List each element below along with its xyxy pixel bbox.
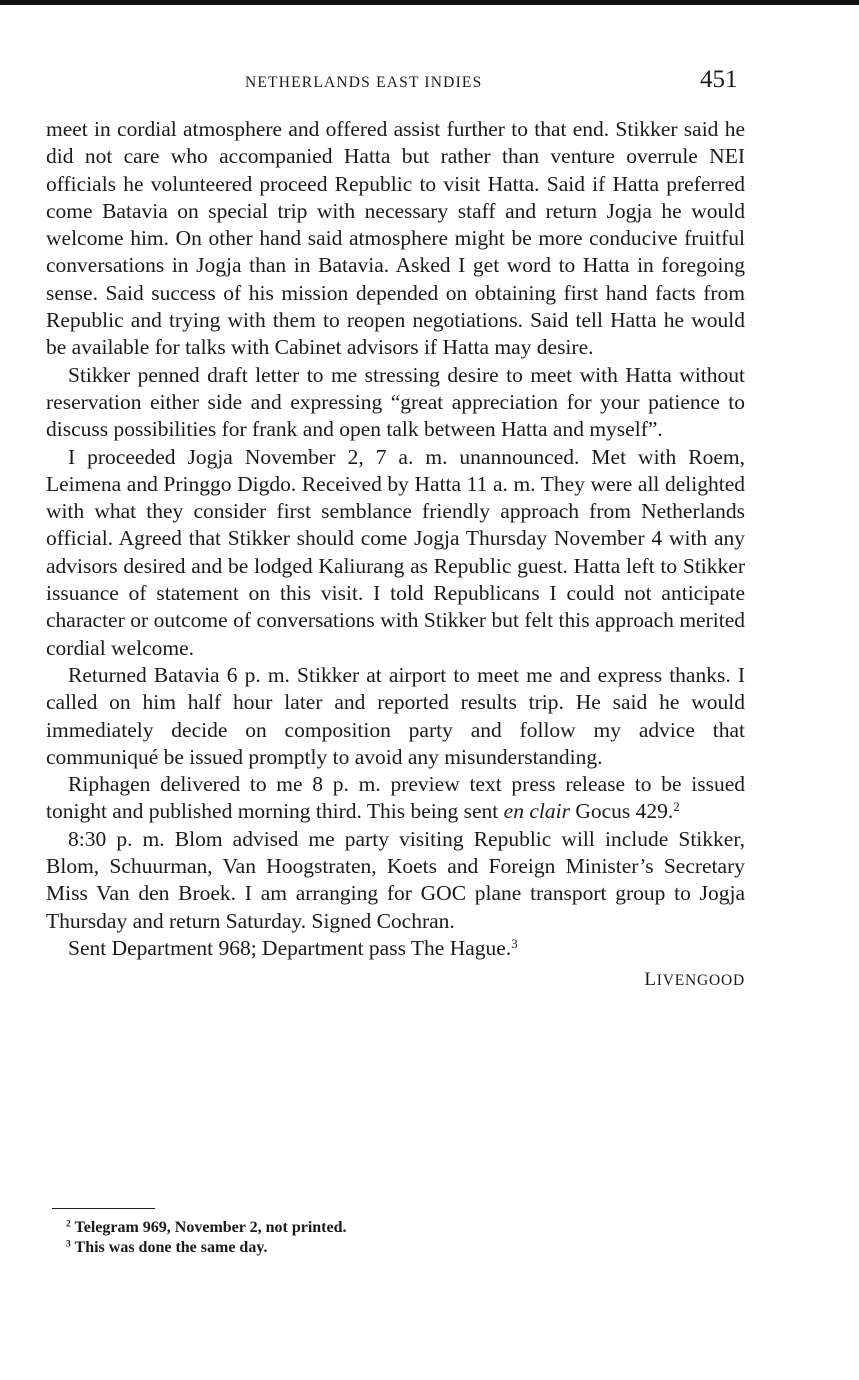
body-text (46, 116, 745, 995)
footnote-ref-3: 3 (511, 936, 518, 951)
paragraph-1: meet in cordial atmosphere and offered assist further to that end. Stikker said he did not care who accompanied Hatta but rather than venture overrule NEI officials he volunteered proceed Republic to visit Hatta. Said if Hatta preferred come Batavia on special trip with necessary staff and return Jogja he would welcome him. On other hand said atmosphere might be more conducive fruitful conversations in Jogja than in Batavia. Asked I get word to Hatta in foregoing sense. Said success of his mission depended on obtaining first hand facts from Republic and trying with them to reopen negotiations. Said tell Hatta he would be available for talks with Cabinet advisors if Hatta may desire. (46, 117, 745, 360)
paragraph-7-text: Sent Department 968; Department pass The Hague. (68, 935, 512, 960)
footnote-ref-2: 2 (673, 800, 680, 815)
paragraph-7 (46, 935, 745, 962)
footnote-text: Telegram 969, November 2, not printed. (74, 1219, 347, 1236)
paragraph-2: Stikker penned draft letter to me stressing desire to meet with Hatta without reservation either side and expressing “great appreciation for your patience to discuss possibilities for frank and open talk between Hatta and myself”. (46, 362, 745, 442)
top-border-rule (0, 0, 859, 5)
running-head: NETHERLANDS EAST INDIES (245, 74, 483, 91)
paragraph-3: I proceeded Jogja November 2, 7 a. m. unannounced. Met with Roem, Leimena and Pringgo Digdo. Received by Hatta 11 a. m. They were all delighted with what they consider first semblance friendly approach from Netherlands official. Agreed that Stikker should come Jogja Thursday November 4 with any advisors desired and be lodged Kaliurang as Republic guest. Hatta left to Stikker issuance of statement on this visit. I told Republicans I could not anticipate character or outcome of conversations with Stikker but felt this approach merited cordial welcome. (46, 444, 745, 660)
paragraph-5 (46, 771, 745, 826)
signature-rest: IVENGOOD (656, 972, 745, 990)
signature (46, 966, 745, 994)
footnote-text: This was done the same day. (74, 1239, 268, 1256)
footnote (66, 1218, 347, 1238)
page-number: 451 (700, 66, 738, 93)
footnote-divider (52, 1208, 155, 1209)
paragraph-4: Returned Batavia 6 p. m. Stikker at airport to meet me and express thanks. I called on him half hour later and reported results trip. He said he would immediately decide on composition party and follow my advice that communiqué be issued promptly to avoid any misunderstanding. (46, 662, 745, 769)
paragraph-5-text: Riphagen delivered to me 8 p. m. preview text press release to be issued tonight and published morning third. This being sent (46, 772, 745, 824)
footnotes (66, 1218, 347, 1258)
paragraph-6: 8:30 p. m. Blom advised me party visiting Republic will include Stikker, Blom, Schuurman, Van Hoogstraten, Koets and Foreign Minister’s Secretary Miss Van den Broek. I am arranging for GOC plane transport group to Jogja Thursday and return Saturday. Signed Cochran. (46, 826, 745, 933)
footnote-mark: 2 (66, 1218, 71, 1230)
italic-phrase: en clair (503, 799, 570, 824)
footnote-mark: 3 (66, 1238, 71, 1250)
signature-initial: L (644, 969, 657, 991)
footnote (66, 1238, 347, 1258)
paragraph-5-tail: Gocus 429. (569, 799, 674, 824)
